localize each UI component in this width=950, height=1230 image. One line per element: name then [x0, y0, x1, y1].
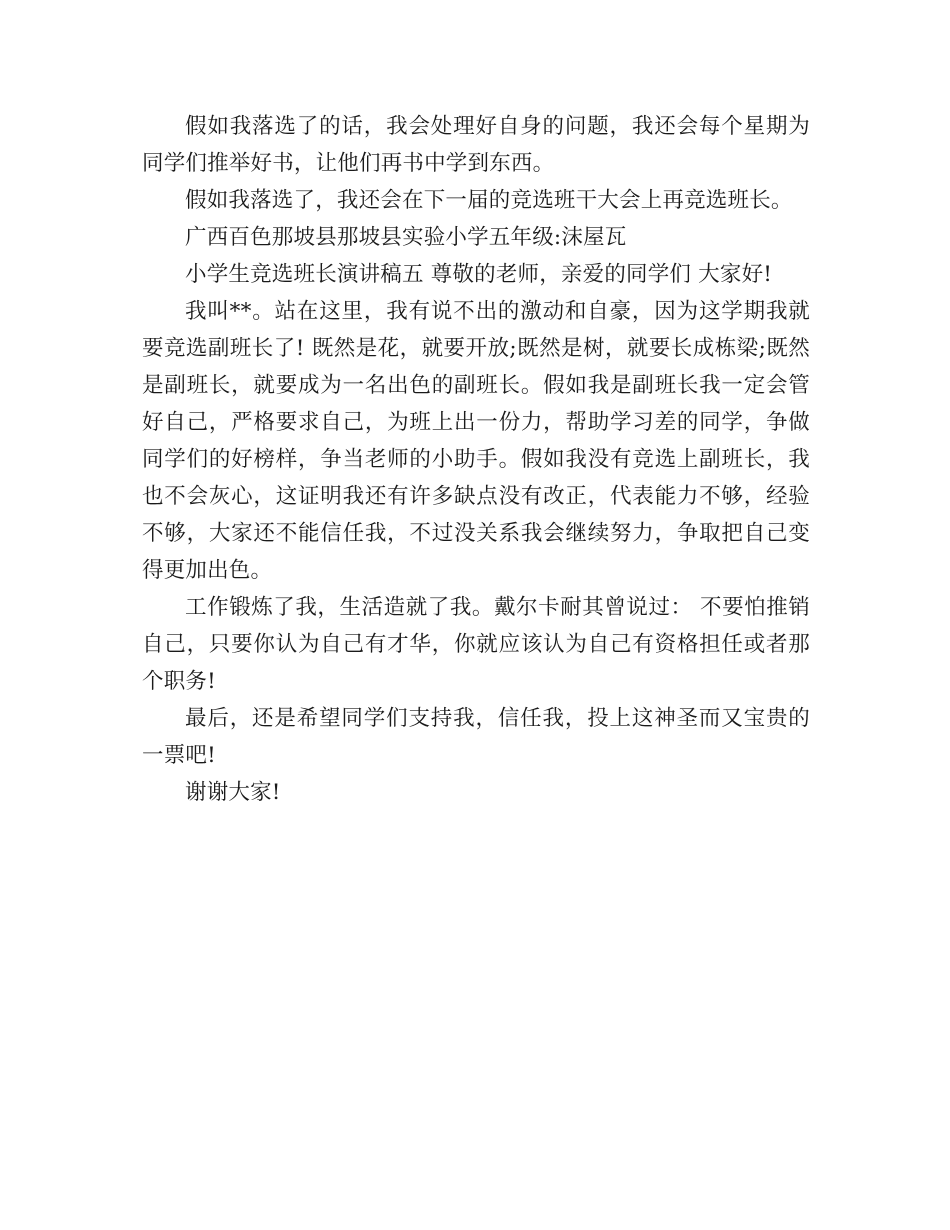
paragraph-6: 工作锻炼了我，生活造就了我。戴尔卡耐其曾说过： 不要怕推销自己，只要你认为自己有才华，你就应该认为自己有资格担任或者那个职务!: [142, 595, 810, 694]
paragraph-4: 小学生竞选班长演讲稿五 尊敬的老师，亲爱的同学们 大家好!: [185, 262, 773, 287]
paragraph-3: 广西百色那坡县那坡县实验小学五年级:沫屋瓦: [185, 225, 627, 250]
paragraph-8: 谢谢大家!: [185, 780, 281, 805]
paragraph-5: 我叫**。站在这里，我有说不出的激动和自豪，因为这学期我就要竞选副班长了! 既然是花，就要开放;既然是树，就要长成栋梁;既然是副班长，就要成为一名出色的副班长。假如我是副班长我一定会管好自己，严格要求自己，为班上出一份力，帮助学习差的同学，争做同学们的好榜样，争当老师的小助手。假如我没有竞选上副班长，我也不会灰心，这证明我还有许多缺点没有改正，代表能力不够，经验不够，大家还不能信任我，不过没关系我会继续努力，争取把自己变得更加出色。: [142, 299, 810, 583]
document-body: [142, 108, 810, 811]
paragraph-7: 最后，还是希望同学们支持我，信任我，投上这神圣而又宝贵的一票吧!: [142, 706, 810, 768]
paragraph-2: 假如我落选了，我还会在下一届的竞选班干大会上再竞选班长。: [185, 188, 793, 213]
paragraph-1: 假如我落选了的话，我会处理好自身的问题，我还会每个星期为同学们推举好书，让他们再书中学到东西。: [142, 114, 810, 176]
